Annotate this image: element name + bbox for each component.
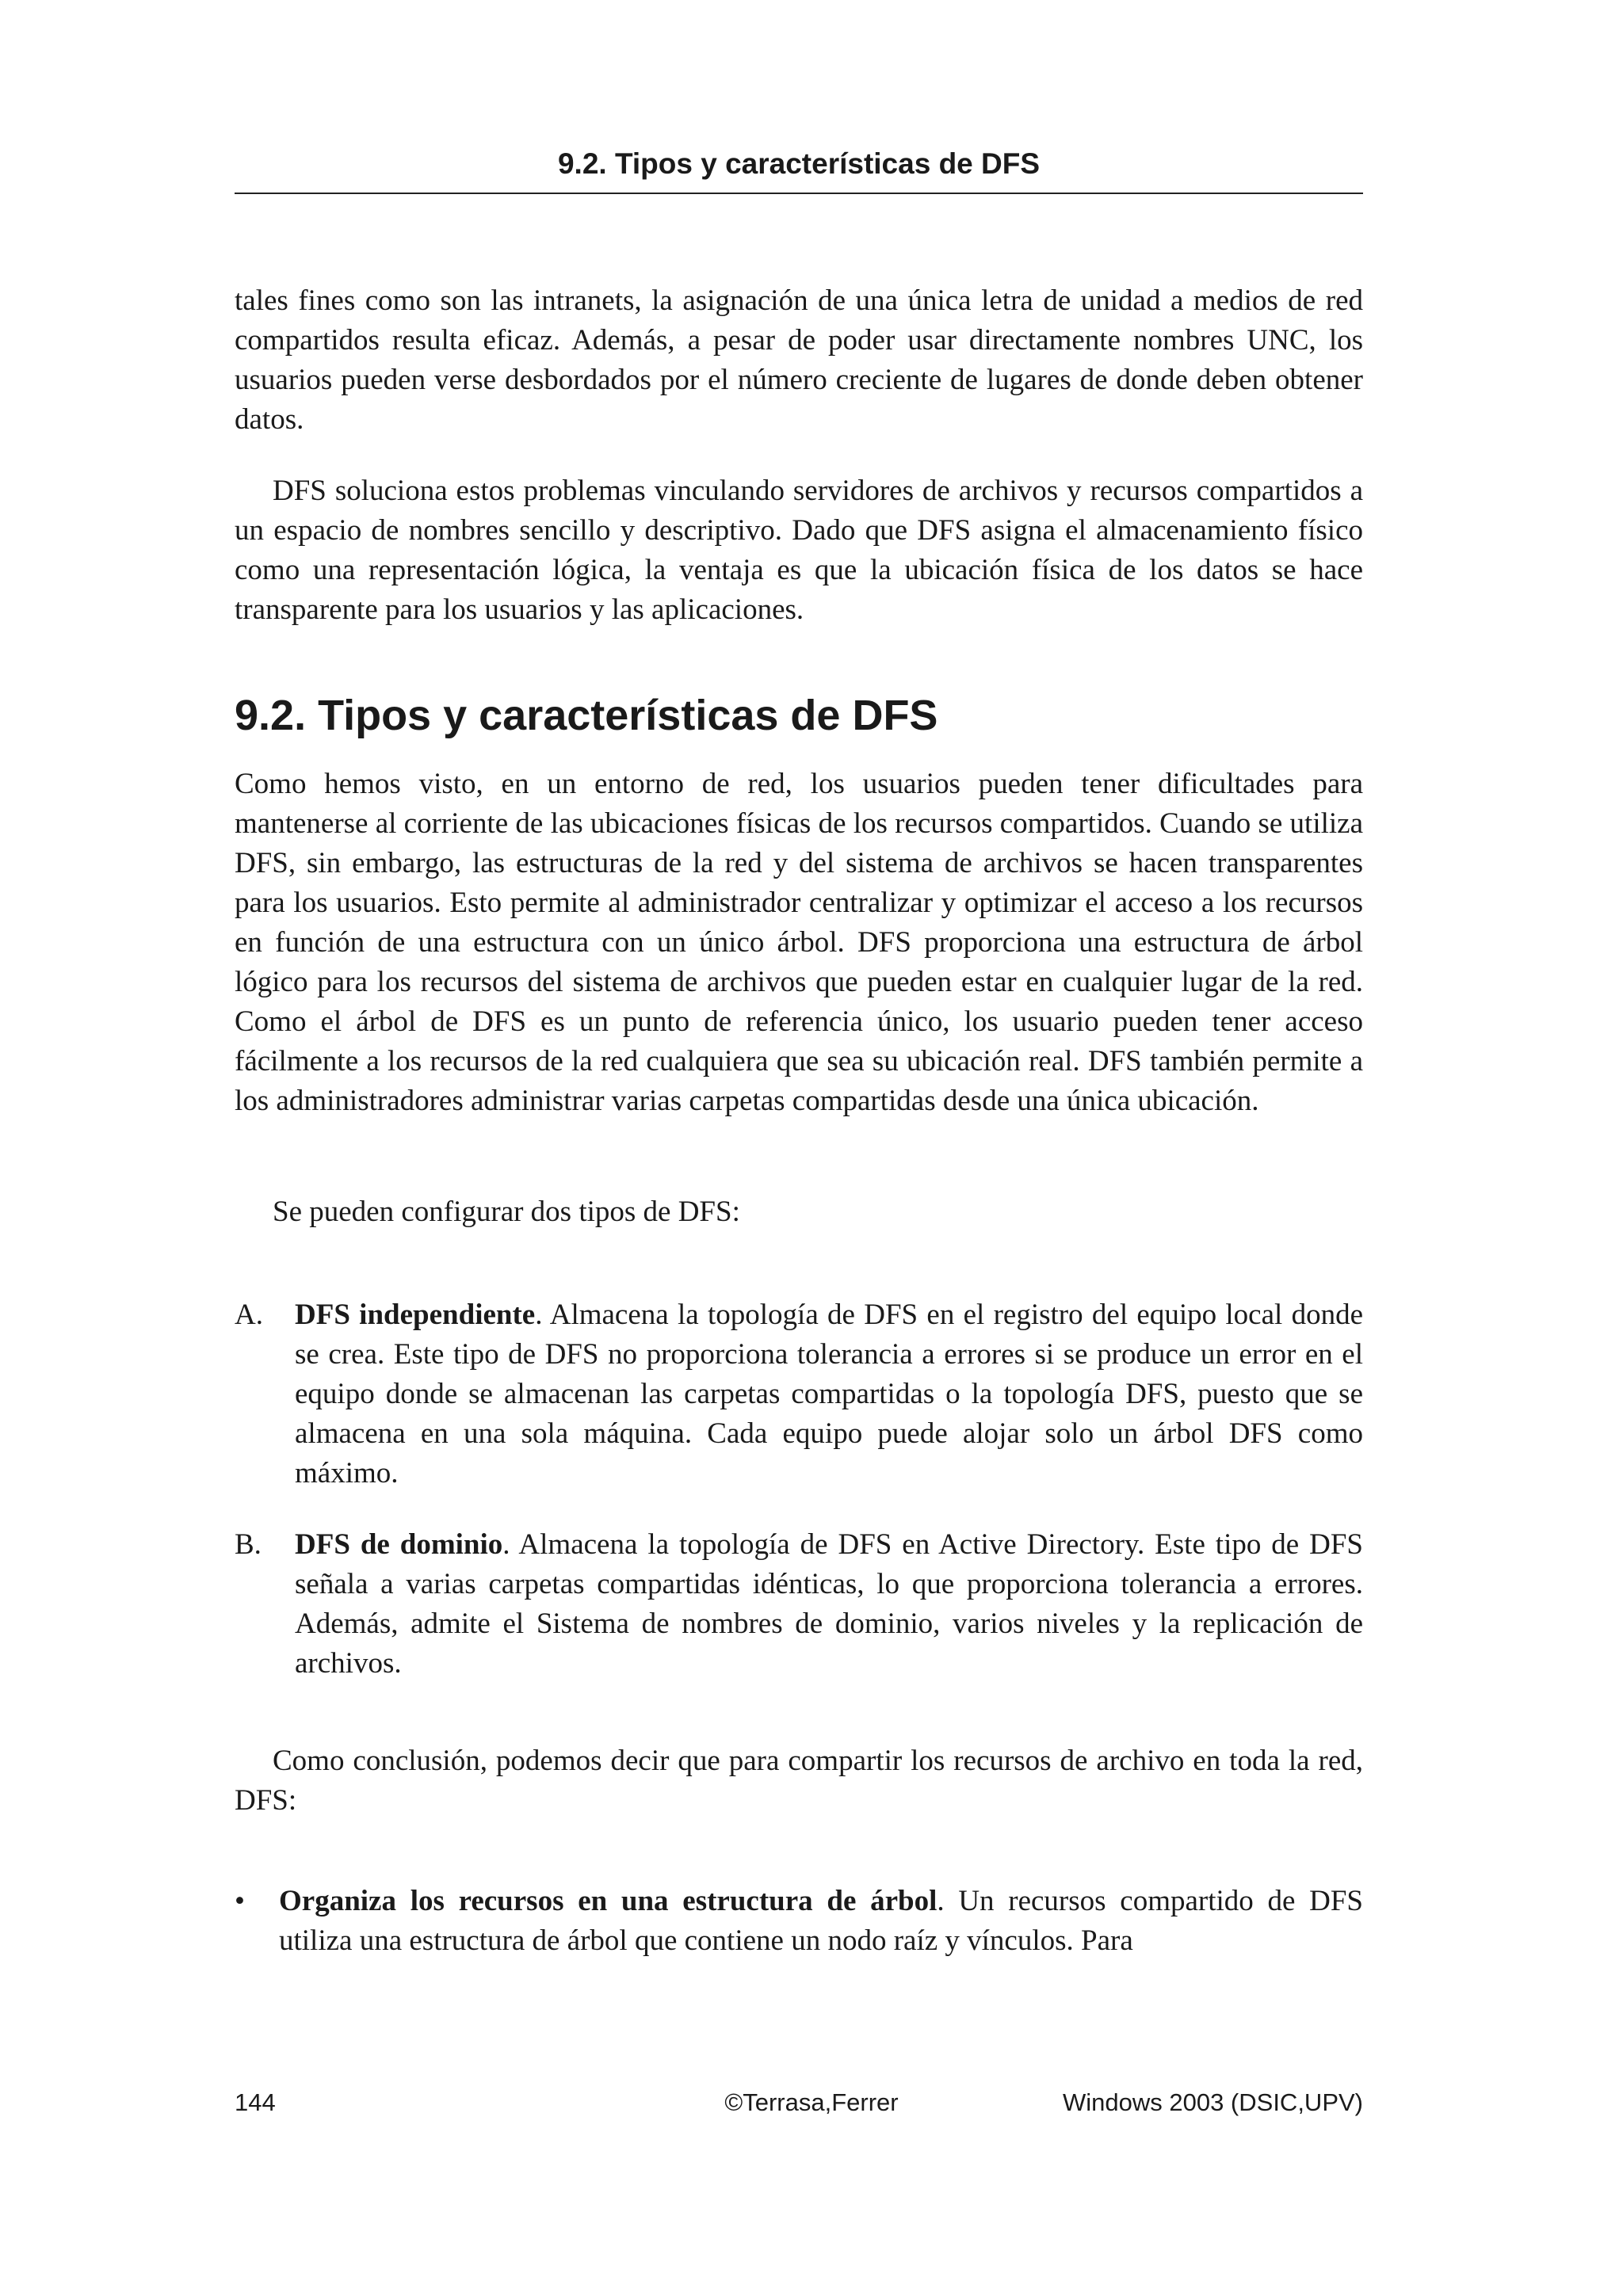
list-item-text: . Almacena la topología de DFS en Active Directory. Este tipo de DFS señala a varias carpetas compartidas idénticas, lo que proporciona tolerancia a errores. Además, admite el Sistema de nombres de dominio, varios niveles y la replicación de archivos. (295, 1528, 1364, 1680)
bullet-item-body (279, 1882, 1363, 1961)
paragraph-continuation: tales fines como son las intranets, la asignación de una única letra de unidad a medios de red compartidos resulta eficaz. Además, a pesar de poder usar directamente nombres UNC, los usuarios pueden verse desbordados por el número creciente de lugares de donde deben obtener datos. (235, 284, 1363, 436)
bullet-item-tree (235, 1882, 1363, 1961)
list-marker: A. (235, 1299, 263, 1331)
paragraph-types-intro: Se pueden configurar dos tipos de DFS: (273, 1196, 740, 1228)
footer-book-title: Windows 2003 (DSIC,UPV) (1062, 2088, 1363, 2116)
list-item-type-b (235, 1525, 1363, 1684)
list-marker: B. (235, 1528, 262, 1561)
paragraph-dfs-overview: Como hemos visto, en un entorno de red, los usuarios pueden tener dificultades para mantenerse al corriente de las ubicaciones físicas de los recursos compartidos. Cuando se utiliza DFS, sin embargo, las estructuras de la red y del sistema de archivos se hacen transparentes para los usuarios. Esto permite al administrador centralizar y optimizar el acceso a los recursos en función de una estructura con un único árbol. DFS proporciona una estructura de árbol lógico para los recursos del sistema de archivos que pueden estar en cualquier lugar de la red. Como el árbol de DFS es un punto de referencia único, los usuario pueden tener acceso fácilmente a los recursos de la red cualquiera que sea su ubicación real. DFS también permite a los administradores administrar varias carpetas compartidas desde una única ubicación. (235, 768, 1364, 1117)
bullet-marker: • (235, 1885, 245, 1917)
list-item-body (295, 1525, 1363, 1684)
list-item-term: DFS independiente (295, 1299, 536, 1331)
paragraph-dfs-solution: DFS soluciona estos problemas vinculando servidores de archivos y recursos compartidos a un espacio de nombres sencillo y descriptivo. Dado que DFS asigna el almacenamiento físico como una representación lógica, la ventaja es que la ubicación física de los datos se hace transparente para los usuarios y las aplicaciones. (235, 475, 1363, 626)
running-header: 9.2. Tipos y características de DFS (557, 147, 1041, 180)
list-item-type-a (235, 1295, 1363, 1493)
header-rule (235, 193, 1363, 194)
list-item-text: . Almacena la topología de DFS en el registro del equipo local donde se crea. Este tipo de DFS no proporciona tolerancia a errores si se produce un error en el equipo donde se almacenan las carpetas compartidas o la topología DFS, puesto que se almacena en una sola máquina. Cada equipo puede alojar solo un árbol DFS como máximo. (295, 1299, 1363, 1489)
list-item-term: DFS de dominio (295, 1528, 503, 1561)
section-heading: 9.2. Tipos y características de DFS (235, 692, 938, 739)
bullet-item-text: . Un recursos compartido de DFS utiliza una estructura de árbol que contiene un nodo raíz y vínculos. Para (279, 1885, 1363, 1957)
page-number: 144 (235, 2088, 276, 2116)
list-item-body (295, 1295, 1363, 1493)
paragraph-conclusion: Como conclusión, podemos decir que para compartir los recursos de archivo en toda la red, DFS: (235, 1745, 1363, 1817)
bullet-item-term: Organiza los recursos en una estructura de árbol (279, 1885, 938, 1917)
footer-copyright: ©Terrasa,Ferrer (724, 2088, 899, 2116)
